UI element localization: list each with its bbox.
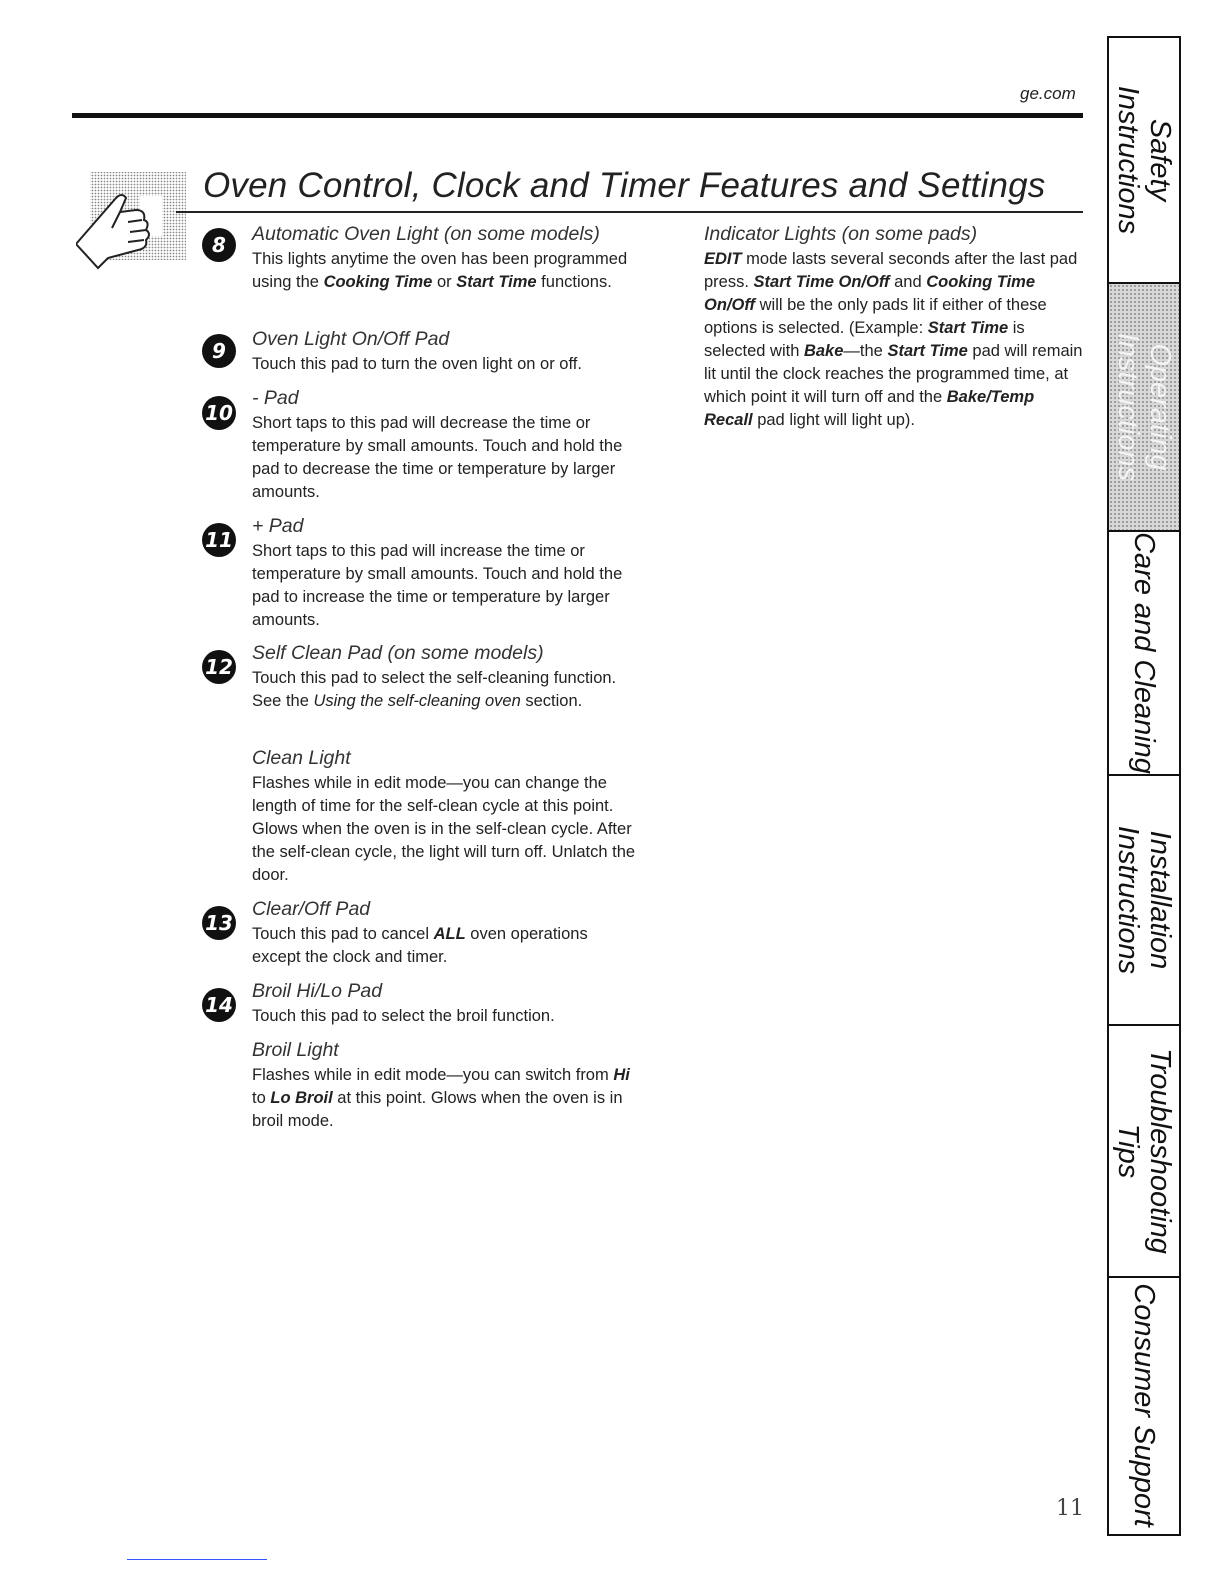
section-tabs bbox=[1107, 36, 1181, 1536]
tab-label: Operating Instructions bbox=[1112, 332, 1176, 482]
body-text: Flashes while in edit mode—you can switch from bbox=[252, 1066, 614, 1084]
emphasis-term: Hi bbox=[613, 1066, 630, 1084]
tab-label: Installation Instructions bbox=[1112, 825, 1176, 975]
tab-consumer-support[interactable] bbox=[1109, 1278, 1179, 1532]
page-title: Oven Control, Clock and Timer Features and Settings bbox=[203, 166, 1046, 205]
feature-section bbox=[252, 897, 637, 969]
feature-description bbox=[252, 772, 637, 887]
emphasis-term: ALL bbox=[433, 925, 466, 943]
body-text: Flashes while in edit mode—you can change the length of time for the self-clean cycle at this point. Glows when the oven is in the self-clean cycle. After the self-clean cycle, the light will turn off. Unlatch the door. bbox=[252, 774, 636, 884]
feature-heading: Broil Light bbox=[252, 1039, 339, 1061]
emphasis-term: Cooking Time On/Off bbox=[704, 273, 1036, 314]
feature-description bbox=[252, 667, 637, 713]
feature-heading: Oven Light On/Off Pad bbox=[252, 328, 450, 350]
body-text: Touch this pad to cancel bbox=[252, 925, 434, 943]
feature-section bbox=[252, 641, 637, 713]
page-number: 11 bbox=[1056, 1496, 1084, 1521]
feature-heading: Automatic Oven Light (on some models) bbox=[252, 223, 600, 245]
feature-description bbox=[252, 1005, 637, 1028]
feature-description bbox=[252, 923, 637, 969]
feature-description bbox=[252, 1064, 637, 1133]
callout-number-badge: 9 bbox=[202, 334, 236, 368]
tab-troubleshooting-tips[interactable] bbox=[1109, 1026, 1179, 1278]
body-text: functions. bbox=[536, 273, 612, 291]
emphasis-term: Start Time bbox=[887, 342, 968, 360]
emphasis-term: EDIT bbox=[704, 250, 742, 268]
body-text: section. bbox=[520, 692, 583, 710]
body-text: pad will remain lit until the clock reaches the programmed time, at which point it will turn off and the bbox=[704, 342, 1083, 406]
emphasis-term: Start Time bbox=[927, 319, 1009, 337]
callout-number-badge: 12 bbox=[202, 650, 236, 684]
feature-description bbox=[252, 540, 637, 632]
callout-number-badge: 10 bbox=[202, 396, 236, 430]
feature-heading: Broil Hi/Lo Pad bbox=[252, 980, 383, 1002]
indicator-section bbox=[704, 222, 1084, 432]
body-text: Short taps to this pad will decrease the time or temperature by small amounts. Touch and hold the pad to decrease the time or temperature by larger amounts. bbox=[252, 414, 623, 501]
feature-heading: Clean Light bbox=[252, 747, 351, 769]
emphasis-term: Lo Broil bbox=[270, 1089, 333, 1107]
body-text: or bbox=[432, 273, 457, 291]
indicator-heading: Indicator Lights (on some pads) bbox=[704, 223, 978, 245]
body-text: Short taps to this pad will increase the time or temperature by small amounts. Touch and hold the pad to increase the time or temperature by larger amounts. bbox=[252, 542, 623, 629]
body-text: Touch this pad to select the self-cleaning function. See the bbox=[252, 669, 617, 710]
body-text: Touch this pad to select the broil function. bbox=[252, 1007, 555, 1025]
body-text: mode lasts several seconds after the last pad press. bbox=[704, 250, 1078, 291]
tab-label: Troubleshooting Tips bbox=[1112, 1048, 1176, 1254]
body-text: oven operations except the clock and timer. bbox=[252, 925, 588, 966]
feature-heading: Clear/Off Pad bbox=[252, 898, 371, 920]
tab-safety-instructions[interactable] bbox=[1109, 38, 1179, 284]
body-text: Touch this pad to turn the oven light on or off. bbox=[252, 355, 582, 373]
tab-label: Safety Instructions bbox=[1112, 85, 1176, 235]
body-text: to bbox=[252, 1089, 271, 1107]
feature-heading: - Pad bbox=[252, 387, 299, 409]
footer-rule bbox=[127, 1559, 267, 1560]
callout-number-badge: 14 bbox=[202, 988, 236, 1022]
emphasis-term: Cooking Time bbox=[323, 273, 433, 291]
tab-operating-instructions[interactable] bbox=[1109, 284, 1179, 532]
body-text: —the bbox=[843, 342, 888, 360]
emphasis-term: Start Time On/Off bbox=[753, 273, 890, 291]
right-column bbox=[0, 0, 1100, 500]
callout-number-badge: 11 bbox=[202, 523, 236, 557]
site-url: ge.com bbox=[1020, 84, 1076, 103]
body-text: at this point. Glows when the oven is in broil mode. bbox=[252, 1089, 623, 1130]
body-text: is selected with bbox=[704, 319, 1025, 360]
tab-care-and-cleaning[interactable] bbox=[1109, 532, 1179, 776]
feature-heading: Self Clean Pad (on some models) bbox=[252, 642, 544, 664]
emphasis-term: Start Time bbox=[456, 273, 537, 291]
reference-text: Using the self-cleaning oven bbox=[313, 692, 521, 710]
callout-number-badge: 8 bbox=[202, 228, 236, 262]
tab-installation-instructions[interactable] bbox=[1109, 776, 1179, 1026]
body-text: This lights anytime the oven has been programmed using the bbox=[252, 250, 628, 291]
body-text: and bbox=[889, 273, 927, 291]
feature-section bbox=[252, 746, 637, 887]
feature-section bbox=[252, 979, 637, 1028]
tab-label: Consumer Support bbox=[1128, 1283, 1160, 1527]
body-text: will be the only pads lit if either of these options is selected. (Example: bbox=[704, 296, 1047, 337]
indicator-description bbox=[704, 248, 1084, 432]
feature-heading: + Pad bbox=[252, 515, 304, 537]
emphasis-term: Bake bbox=[803, 342, 844, 360]
tab-label: Care and Cleaning bbox=[1128, 532, 1160, 774]
body-text: pad light will light up). bbox=[752, 411, 915, 429]
feature-section bbox=[252, 514, 637, 632]
feature-section bbox=[252, 1038, 637, 1133]
emphasis-term: Bake/Temp Recall bbox=[704, 388, 1035, 429]
callout-number-badge: 13 bbox=[202, 906, 236, 940]
